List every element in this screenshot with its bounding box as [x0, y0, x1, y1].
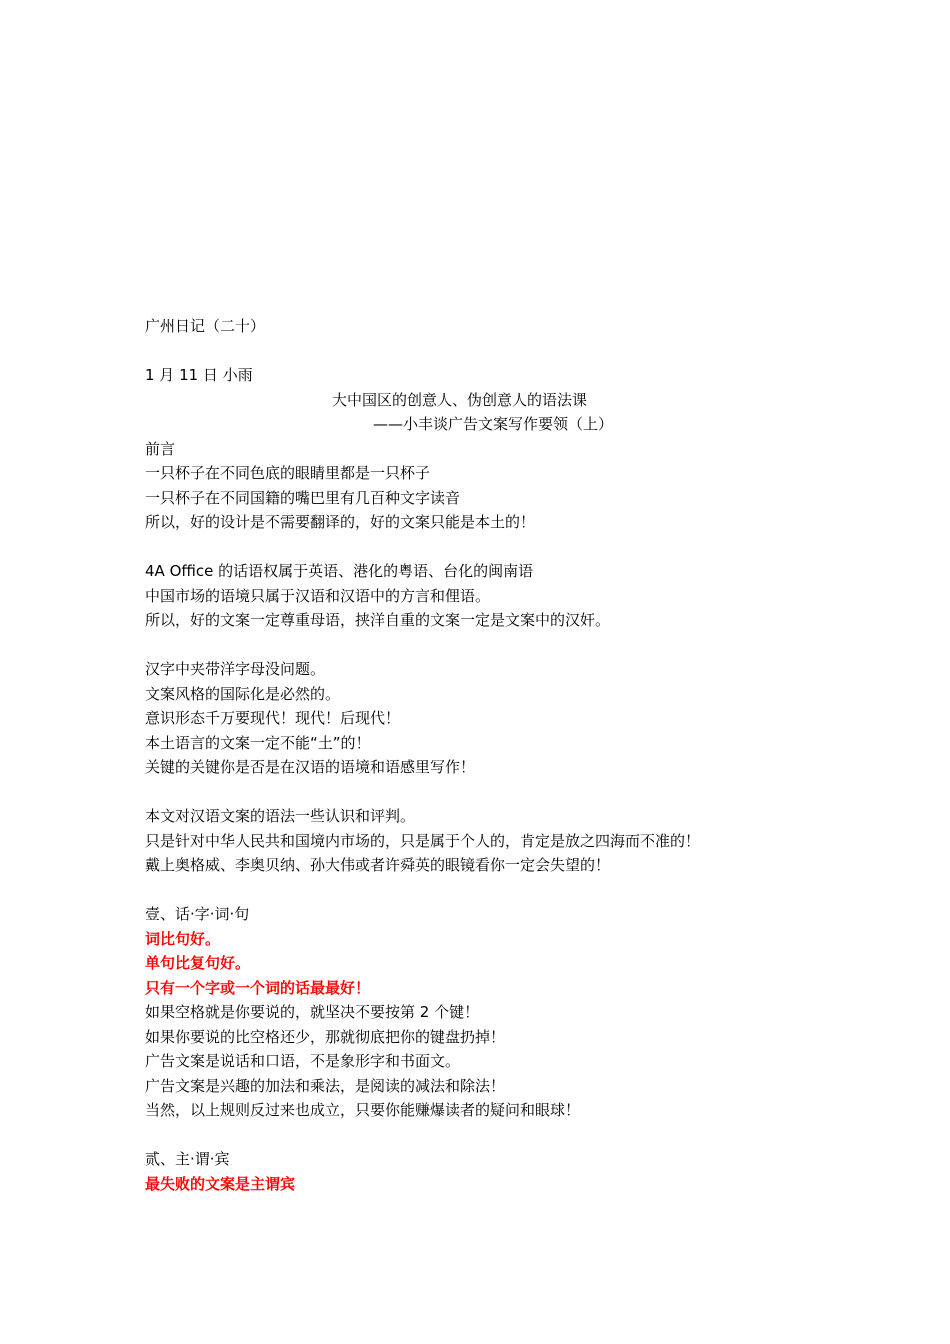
blank-line [145, 339, 805, 364]
preface-label: 前言 [145, 439, 176, 458]
highlight-line: 单句比复句好。 [145, 954, 251, 972]
blank-line [145, 535, 805, 560]
date-weather: 1 月 11 日 小雨 [145, 366, 253, 384]
document-body [145, 314, 805, 1196]
paragraph-line: 广告文案是说话和口语，不是象形字和书面文。 [145, 1052, 461, 1070]
paragraph-line: 本文对汉语文案的语法一些认识和评判。 [145, 807, 416, 825]
paragraph-line: 如果空格就是你要说的，就坚决不要按第 2 个键！ [145, 1003, 480, 1021]
paragraph-line: 戴上奥格威、李奥贝纳、孙大伟或者许舜英的眼镜看你一定会失望的！ [145, 856, 611, 874]
preface-line: 一只杯子在不同色底的眼睛里都是一只杯子 [145, 464, 431, 482]
paragraph-line: 广告文案是兴趣的加法和乘法，是阅读的减法和除法！ [145, 1076, 506, 1095]
section-title: 壹、话·字·词·句 [145, 905, 250, 923]
preface-line: 所以，好的设计是不需要翻译的，好的文案只能是本土的！ [145, 513, 536, 531]
paragraph-line: 只是针对中华人民共和国境内市场的，只是属于个人的，肯定是放之四海而不准的！ [145, 831, 701, 850]
paragraph-line: 所以，好的文案一定尊重母语，挟洋自重的文案一定是文案中的汉奸。 [145, 611, 611, 629]
blank-line [145, 1123, 805, 1148]
paragraph-line: 4A Office 的话语权属于英语、港化的粤语、台化的闽南语 [145, 562, 534, 580]
highlight-line: 最失败的文案是主谓宾 [145, 1174, 296, 1193]
article-heading: 大中国区的创意人、伪创意人的语法课 [332, 390, 588, 409]
preface-line: 一只杯子在不同国籍的嘴巴里有几百种文字读音 [145, 488, 461, 507]
highlight-line: 只有一个字或一个词的话最最好！ [145, 978, 371, 997]
blank-line [145, 633, 805, 658]
blank-line [145, 780, 805, 805]
article-subheading: ——小丰谈广告文案写作要领（上） [373, 415, 614, 433]
paragraph-line: 如果你要说的比空格还少，那就彻底把你的键盘扔掉！ [145, 1027, 506, 1046]
diary-title: 广州日记（二十） [145, 317, 266, 335]
paragraph-line: 关键的关键你是否是在汉语的语境和语感里写作！ [145, 758, 476, 776]
blank-line [145, 878, 805, 903]
paragraph-line: 文案风格的国际化是必然的。 [145, 684, 341, 703]
paragraph-line: 中国市场的语境只属于汉语和汉语中的方言和俚语。 [145, 586, 491, 605]
paragraph-line: 汉字中夹带洋字母没问题。 [145, 660, 326, 678]
paragraph-line: 当然，以上规则反过来也成立，只要你能赚爆读者的疑问和眼球！ [145, 1101, 581, 1119]
paragraph-line: 意识形态千万要现代！现代！后现代！ [145, 709, 401, 727]
highlight-line: 词比句好。 [145, 929, 221, 948]
paragraph-line: 本土语言的文案一定不能“土”的！ [145, 733, 371, 752]
section-title: 贰、主·谓·宾 [145, 1150, 230, 1168]
